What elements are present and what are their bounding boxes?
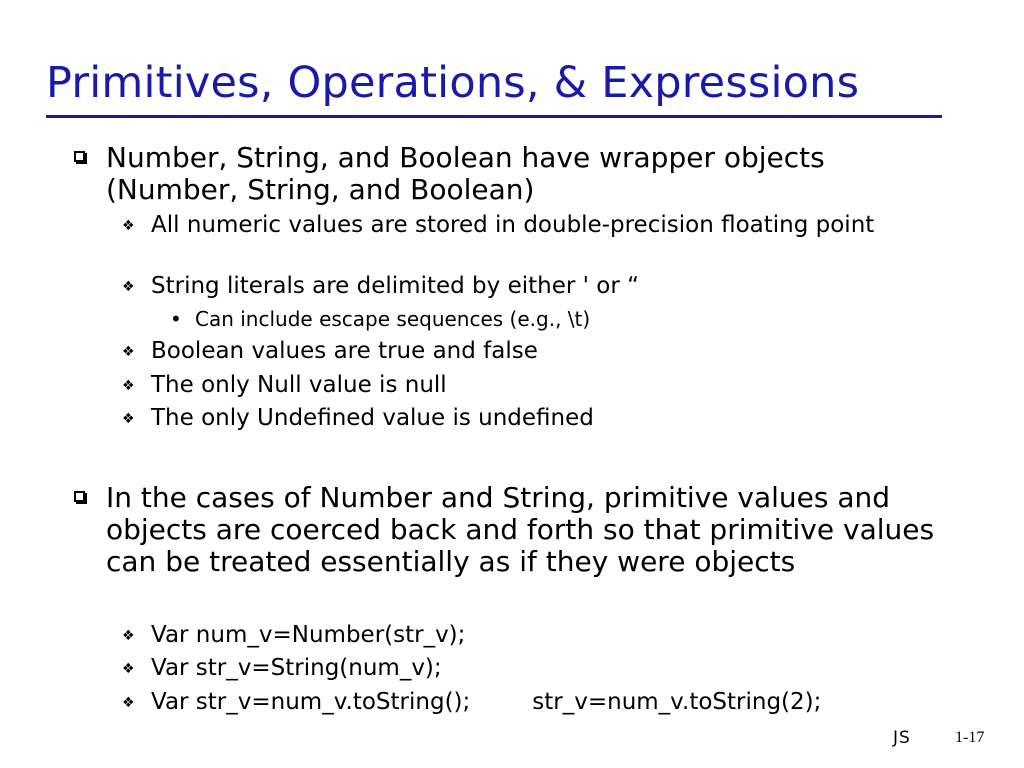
diamond-cluster-bullet-icon: ❖ [122, 218, 135, 234]
diamond-cluster-bullet-icon: ❖ [122, 378, 135, 394]
title-underline [46, 115, 942, 118]
sub-bullet-1-1-text: All numeric values are stored in double-precision floating point [151, 212, 875, 238]
diamond-cluster-bullet-icon: ❖ [122, 628, 135, 644]
bullet-2-text: In the cases of Number and String, primitive values and objects are coerced back and forth so that primitive values can be treated essentially as if they were objects [106, 481, 935, 578]
square-bullet-icon [74, 491, 85, 502]
sub-bullet-2-2-text: Var str_v=String(num_v); [151, 655, 442, 681]
sub-bullet-2-1-text: Var num_v=Number(str_v); [151, 622, 466, 648]
footer-label: JS [893, 728, 911, 748]
code-tostring-radix: str_v=num_v.toString(2); [532, 689, 822, 715]
diamond-cluster-bullet-icon: ❖ [122, 344, 135, 360]
diamond-cluster-bullet-icon: ❖ [122, 411, 135, 427]
sub-bullet-1-4-text: The only Null value is null [151, 372, 447, 398]
code-tostring: Var str_v=num_v.toString(); [151, 689, 471, 715]
diamond-cluster-bullet-icon: ❖ [122, 279, 135, 295]
sub-bullet-1-5-text: The only Undefined value is undefined [151, 405, 594, 431]
bullet-1-text: Number, String, and Boolean have wrapper objects (Number, String, and Boolean) [106, 141, 825, 206]
diamond-cluster-bullet-icon: ❖ [122, 695, 135, 711]
sub-bullet-1-2-text: String literals are delimited by either ' or “ [151, 273, 640, 299]
square-bullet-icon [74, 151, 85, 162]
page-number: 1-17 [955, 729, 985, 746]
sub-bullet-2-3-text [151, 689, 931, 715]
slide-title: Primitives, Operations, & Expressions [46, 58, 860, 108]
sub-sub-bullet-1-2-1-text: Can include escape sequences (e.g., \t) [195, 307, 591, 331]
sub-bullet-1-3-text: Boolean values are true and false [151, 338, 538, 364]
dot-bullet-icon: • [170, 307, 182, 331]
diamond-cluster-bullet-icon: ❖ [122, 661, 135, 677]
